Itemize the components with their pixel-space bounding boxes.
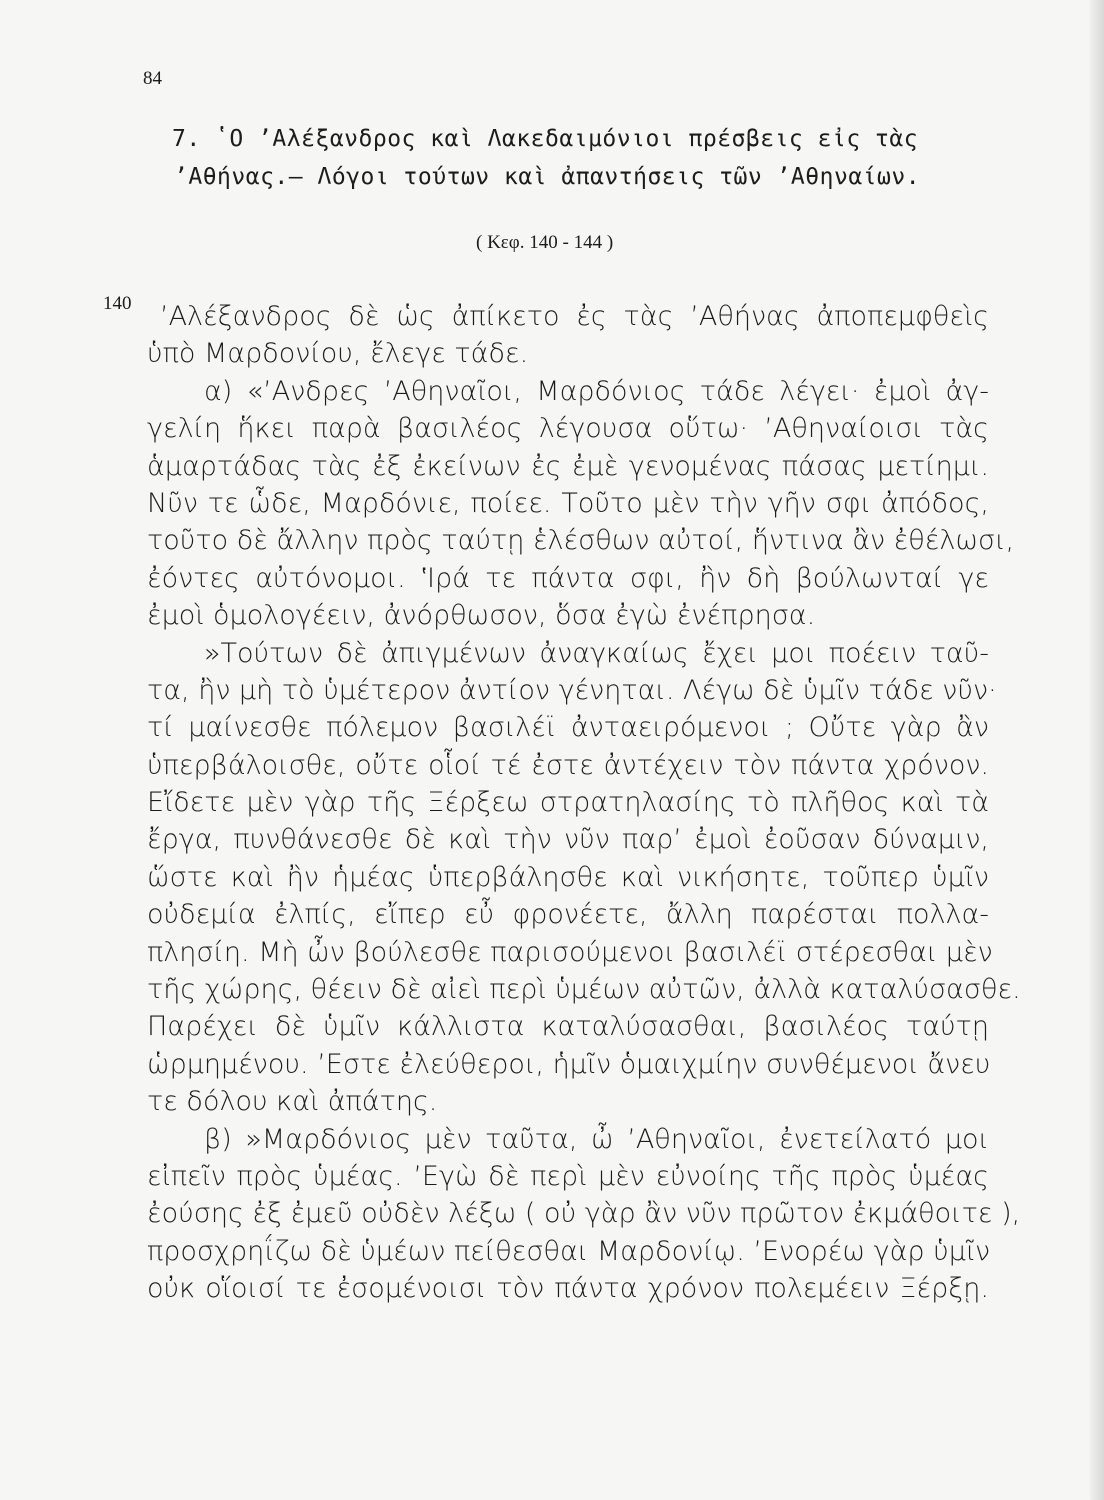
text-line: ʼΑλέξανδρος δὲ ὡς ἀπίκετο ἐς τὰς ʼΑθήνας ἀποπεμφθεὶς bbox=[160, 301, 989, 332]
page-number: 84 bbox=[143, 68, 162, 89]
body-text bbox=[147, 298, 1021, 1308]
text-line: ἐμοὶ ὁμολογέειν, ἀνόρθωσον, ὅσα ἐγὼ ἐνέπρησα. bbox=[147, 600, 816, 632]
heading-line-1: 7. ʽΟ ʼΑλέξανδρος καὶ Λακεδαιμόνιοι πρέσβεις εἰς τὰς bbox=[172, 126, 919, 152]
text-line: ὑπερβάλοισθε, οὔτε οἷοί τέ ἐστε ἀντέχειν τὸν πάντα χρόνον. bbox=[147, 749, 989, 781]
text-line: τῆς χώρης, θέειν δὲ αἰεὶ περὶ ὑμέων αὐτῶν, ἀλλὰ καταλύσασθε. bbox=[147, 974, 1021, 1006]
heading-line-2: ʼΑθήνας.— Λόγοι τούτων καὶ ἀπαντήσεις τῶν ʼΑθηναίων. bbox=[174, 164, 921, 190]
section-heading bbox=[172, 120, 1032, 196]
chapter-reference: ( Κεφ. 140 - 144 ) bbox=[476, 232, 614, 253]
text-line: πλησίη. Μὴ ὦν βούλεσθε παρισούμενοι βασιλέϊ στέρεσθαι μὲν bbox=[147, 936, 993, 968]
text-line: τοῦτο δὲ ἄλλην πρὸς ταύτῃ ἑλέσθων αὐτοί, ἥντινα ἂν ἐθέλωσι, bbox=[147, 525, 1015, 557]
text-line: τε δόλου καὶ ἀπάτης. bbox=[147, 1086, 438, 1118]
text-line: ἁμαρτάδας τὰς ἐξ ἐκείνων ἐς ἐμὲ γενομένας πάσας μετίημι. bbox=[147, 450, 989, 482]
text-line: τί μαίνεσθε πόλεμον βασιλέϊ ἀνταειρόμενοι ; Οὔτε γὰρ ἂν bbox=[147, 712, 989, 744]
text-line: β) »Μαρδόνιος μὲν ταῦτα, ὦ ʼΑθηναῖοι, ἐνετείλατό μοι bbox=[204, 1123, 989, 1155]
text-line: τα, ἢν μὴ τὸ ὑμέτερον ἀντίον γένηται. Λέγω δὲ ὑμῖν τάδε νῦν· bbox=[147, 674, 997, 706]
text-line: οὐδεμία ἐλπίς, εἴπερ εὖ φρονέετε, ἄλλη παρέσται πολλα- bbox=[147, 899, 989, 931]
text-line: προσχρηΐζω δὲ ὑμέων πείθεσθαι Μαρδονίῳ. ʼΕνορέω γὰρ ὑμῖν bbox=[147, 1235, 991, 1267]
text-line: Παρέχει δὲ ὑμῖν κάλλιστα καταλύσασθαι, βασιλέος ταύτῃ bbox=[147, 1011, 989, 1043]
facing-page-edge bbox=[1090, 0, 1104, 1500]
text-line: ἐούσης ἐξ ἐμεῦ οὐδὲν λέξω ( οὐ γὰρ ἂν νῦν πρῶτον ἐκμάθοιτε ), bbox=[147, 1198, 1021, 1230]
text-line: ἔργα, πυνθάνεσθε δὲ καὶ τὴν νῦν παρʼ ἐμοὶ ἐοῦσαν δύναμιν, bbox=[147, 824, 989, 856]
text-line: γελίη ἥκει παρὰ βασιλέος λέγουσα οὕτω· ʼΑθηναίοισι τὰς bbox=[147, 413, 989, 445]
text-line: Εἴδετε μὲν γὰρ τῆς Ξέρξεω στρατηλασίης τὸ πλῆθος καὶ τὰ bbox=[147, 787, 989, 819]
text-line: εἰπεῖν πρὸς ὑμέας. ʼΕγὼ δὲ περὶ μὲν εὐνοίης τῆς πρὸς ὑμέας bbox=[147, 1160, 989, 1192]
text-line: οὐκ οἵοισί τε ἐσομένοισι τὸν πάντα χρόνον πολεμέειν Ξέρξῃ. bbox=[147, 1273, 989, 1305]
margin-chapter-number: 140 bbox=[103, 293, 132, 314]
text-line: ὥστε καὶ ἢν ἡμέας ὑπερβάλησθε καὶ νικήσητε, τοῦπερ ὑμῖν bbox=[147, 861, 989, 893]
text-line: Νῦν τε ὧδε, Μαρδόνιε, ποίεε. Τοῦτο μὲν τὴν γῆν σφι ἀπόδος, bbox=[147, 487, 989, 519]
text-line: ἐόντες αὐτόνομοι. ʽΙρά τε πάντα σφι, ἢν δὴ βούλωνταί γε bbox=[147, 562, 989, 594]
text-line: α) «ʼΑνδρες ʼΑθηναῖοι, Μαρδόνιος τάδε λέγει· ἐμοὶ ἀγ- bbox=[204, 375, 989, 407]
text-line: ὑπὸ Μαρδονίου, ἔλεγε τάδε. bbox=[147, 338, 529, 370]
text-line: ὡρμημένου. ʼΕστε ἐλεύθεροι, ἡμῖν ὁμαιχμίην συνθέμενοι ἄνευ bbox=[147, 1048, 991, 1080]
text-line: »Τούτων δὲ ἀπιγμένων ἀναγκαίως ἔχει μοι ποέειν ταῦ- bbox=[204, 637, 989, 669]
